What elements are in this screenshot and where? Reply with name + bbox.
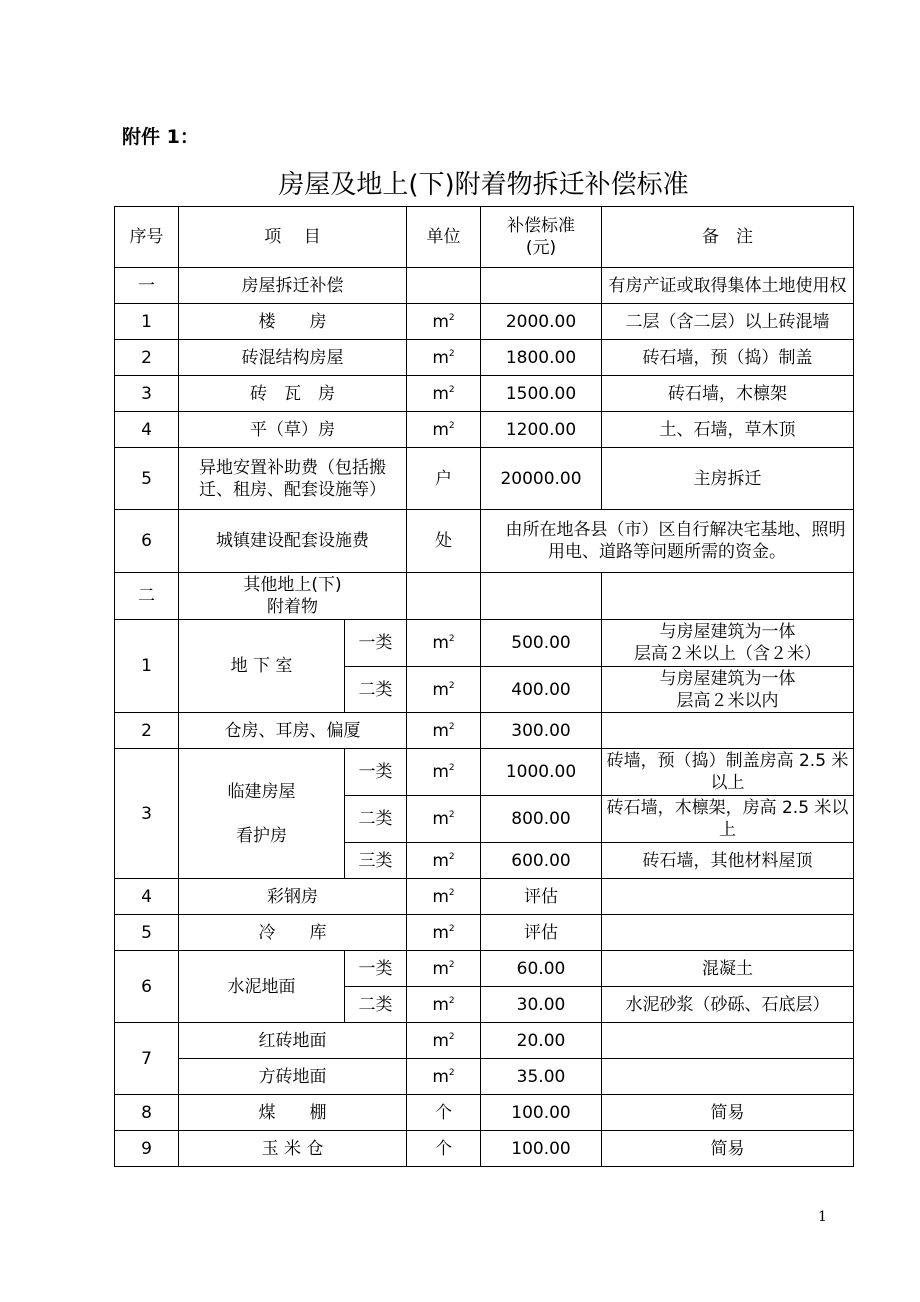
remark-line1: 与房屋建筑为一体: [659, 622, 796, 642]
remark-cell: 主房拆迁: [602, 448, 854, 510]
item-line1: 临建房屋: [227, 781, 296, 802]
item-line2: 看护房: [236, 825, 287, 846]
unit-cell: [407, 915, 481, 951]
remark-cell: [602, 915, 854, 951]
item-cell: [179, 448, 407, 510]
unit-text: m: [432, 720, 449, 741]
remark-cell: 砖石墙，预（捣）制盖: [602, 340, 854, 376]
header-standard-line2: (元): [525, 238, 557, 258]
unit-text: m: [432, 958, 449, 979]
item-cell: 平（草）房: [179, 412, 407, 448]
class-cell: 一类: [345, 749, 407, 796]
unit-superscript: 2: [448, 995, 455, 1006]
unit-text: m: [432, 633, 449, 653]
class-cell: 二类: [345, 667, 407, 713]
seq-cell: 8: [115, 1095, 179, 1131]
value-cell: 30.00: [481, 987, 602, 1023]
seq-cell: 6: [115, 951, 179, 1023]
value-cell: 35.00: [481, 1059, 602, 1095]
unit-text: m: [432, 383, 449, 404]
header-standard: [481, 207, 602, 268]
value-cell: 20.00: [481, 1023, 602, 1059]
table-row: [115, 1023, 854, 1059]
unit-text: m: [432, 922, 449, 943]
section-item-line1: 其他地上(下): [243, 575, 342, 595]
item-cell: 彩钢房: [179, 879, 407, 915]
table-row: [115, 915, 854, 951]
value-cell: 20000.00: [481, 448, 602, 510]
unit-superscript: 2: [448, 634, 455, 644]
value-cell: 1200.00: [481, 412, 602, 448]
remark-cell: [602, 620, 854, 667]
item-cell: 楼 房: [179, 304, 407, 340]
header-unit: 单位: [407, 207, 481, 268]
remark-line2: 层高２米以上（含２米）: [634, 644, 821, 664]
seq-cell: 5: [115, 448, 179, 510]
unit-text: m: [432, 994, 449, 1015]
unit-cell: [407, 951, 481, 987]
table-row: [115, 749, 854, 796]
class-cell: 一类: [345, 951, 407, 987]
seq-cell: 3: [115, 376, 179, 412]
table-header-row: [115, 207, 854, 268]
unit-cell: [407, 268, 481, 304]
remark-cell: 简易: [602, 1095, 854, 1131]
unit-cell: 处: [407, 510, 481, 573]
document-title: 房屋及地上(下)附着物拆迁补偿标准: [278, 170, 689, 200]
table-row: [115, 620, 854, 667]
table-row: [115, 304, 854, 340]
table-row: [115, 268, 854, 304]
seq-cell: 2: [115, 340, 179, 376]
unit-cell: [407, 667, 481, 713]
item-line1: 异地安置补助费（包括搬: [199, 457, 386, 478]
section-item-line2: 附着物: [267, 597, 318, 617]
unit-superscript: 2: [448, 420, 455, 431]
unit-superscript: 2: [448, 763, 455, 773]
unit-cell: 户: [407, 448, 481, 510]
table-row: [115, 573, 854, 620]
unit-cell: [407, 879, 481, 915]
table-row: [115, 713, 854, 749]
unit-superscript: 2: [448, 923, 455, 934]
item-cell: 煤 棚: [179, 1095, 407, 1131]
remark-line1: 与房屋建筑为一体: [659, 668, 796, 689]
table-row: [115, 1131, 854, 1167]
remark-cell: [481, 510, 854, 573]
unit-text: m: [432, 850, 449, 871]
unit-superscript: 2: [448, 851, 455, 862]
unit-superscript: 2: [448, 1031, 455, 1042]
table-row: [115, 340, 854, 376]
value-cell: 400.00: [481, 667, 602, 713]
table-row: [115, 1095, 854, 1131]
header-remark: 备 注: [602, 207, 854, 268]
remark-cell: [602, 796, 854, 843]
seq-cell: 2: [115, 713, 179, 749]
class-cell: 一类: [345, 620, 407, 667]
table-row: [115, 879, 854, 915]
unit-text: m: [432, 419, 449, 440]
unit-text: m: [432, 347, 449, 368]
remark-cell: 简易: [602, 1131, 854, 1167]
unit-cell: [407, 620, 481, 667]
remark-cell: 砖石墙，其他材料屋顶: [602, 843, 854, 879]
header-item: 项 目: [179, 207, 407, 268]
value-cell: 500.00: [481, 620, 602, 667]
header-seq: 序号: [115, 207, 179, 268]
value-cell: 800.00: [481, 796, 602, 843]
unit-cell: [407, 796, 481, 843]
value-cell: 评估: [481, 915, 602, 951]
compensation-table: [114, 206, 854, 1167]
unit-cell: [407, 304, 481, 340]
table-row: [115, 510, 854, 573]
remark-cell: 水泥砂浆（砂砾、石底层）: [602, 987, 854, 1023]
value-cell: 100.00: [481, 1095, 602, 1131]
value-cell: 1800.00: [481, 340, 602, 376]
unit-cell: [407, 412, 481, 448]
unit-cell: [407, 1023, 481, 1059]
item-cell: 玉 米 仓: [179, 1131, 407, 1167]
table-row: [115, 448, 854, 510]
value-cell: 60.00: [481, 951, 602, 987]
table-row: [115, 412, 854, 448]
value-cell: [481, 573, 602, 620]
seq-cell: 5: [115, 915, 179, 951]
value-cell: 1000.00: [481, 749, 602, 796]
unit-superscript: 2: [448, 312, 455, 323]
unit-superscript: 2: [448, 887, 455, 898]
seq-cell: 1: [115, 620, 179, 713]
remark-line1: 砖墙，预（捣）制盖房高 2.5 米: [606, 751, 849, 771]
remark-line2: 上: [719, 820, 736, 840]
remark-line2: 以上: [710, 773, 745, 793]
class-cell: 二类: [345, 796, 407, 843]
section-seq: 一: [115, 268, 179, 304]
unit-cell: 个: [407, 1131, 481, 1167]
remark-line1: 由所在地各县（市）区自行解决宅基地、照明: [488, 520, 846, 540]
remark-line2: 用电、道路等问题所需的资金。: [548, 542, 786, 562]
remark-cell: 土、石墙，草木顶: [602, 412, 854, 448]
remark-cell: 砖石墙，木檩架: [602, 376, 854, 412]
item-line2: 迁、租房、配套设施等）: [199, 479, 386, 500]
remark-line1: 砖石墙，木檩架，房高 2.5 米以: [606, 798, 849, 818]
remark-cell: [602, 1023, 854, 1059]
remark-cell: [602, 749, 854, 796]
remark-cell: [602, 573, 854, 620]
unit-cell: [407, 843, 481, 879]
unit-text: m: [432, 809, 449, 829]
unit-cell: [407, 340, 481, 376]
item-cell: 地 下 室: [179, 620, 345, 713]
unit-superscript: 2: [448, 384, 455, 395]
remark-cell: 有房产证或取得集体土地使用权: [602, 268, 854, 304]
unit-cell: [407, 573, 481, 620]
unit-text: m: [432, 886, 449, 907]
unit-cell: [407, 987, 481, 1023]
unit-cell: [407, 749, 481, 796]
value-cell: 600.00: [481, 843, 602, 879]
class-cell: 二类: [345, 987, 407, 1023]
seq-cell: 3: [115, 749, 179, 879]
unit-superscript: 2: [448, 959, 455, 970]
unit-text: m: [432, 762, 449, 782]
remark-cell: [602, 713, 854, 749]
table-row: [115, 376, 854, 412]
item-cell: [179, 749, 345, 879]
value-cell: [481, 268, 602, 304]
attachment-label: 附件 1：: [122, 126, 199, 148]
page-number: 1: [818, 1209, 827, 1225]
unit-superscript: 2: [448, 721, 455, 732]
remark-cell: 二层（含二层）以上砖混墙: [602, 304, 854, 340]
unit-cell: [407, 376, 481, 412]
table-row: [115, 1059, 854, 1095]
value-cell: 100.00: [481, 1131, 602, 1167]
item-cell: 砖 瓦 房: [179, 376, 407, 412]
unit-superscript: 2: [448, 348, 455, 359]
item-cell: 红砖地面: [179, 1023, 407, 1059]
item-cell: 冷 库: [179, 915, 407, 951]
seq-cell: 7: [115, 1023, 179, 1095]
seq-cell: 4: [115, 879, 179, 915]
section-item: [179, 573, 407, 620]
seq-cell: 1: [115, 304, 179, 340]
unit-cell: [407, 713, 481, 749]
item-cell: 方砖地面: [179, 1059, 407, 1095]
class-cell: 三类: [345, 843, 407, 879]
unit-superscript: 2: [448, 680, 455, 691]
item-cell: 城镇建设配套设施费: [179, 510, 407, 573]
value-cell: 评估: [481, 879, 602, 915]
value-cell: 2000.00: [481, 304, 602, 340]
section-seq: 二: [115, 573, 179, 620]
unit-text: m: [432, 311, 449, 332]
item-cell: 水泥地面: [179, 951, 345, 1023]
unit-superscript: 2: [448, 1067, 455, 1078]
remark-cell: [602, 879, 854, 915]
remark-cell: 混凝土: [602, 951, 854, 987]
unit-superscript: 2: [448, 810, 455, 820]
seq-cell: 4: [115, 412, 179, 448]
value-cell: 300.00: [481, 713, 602, 749]
remark-cell: [602, 667, 854, 713]
seq-cell: 6: [115, 510, 179, 573]
unit-cell: 个: [407, 1095, 481, 1131]
value-cell: 1500.00: [481, 376, 602, 412]
section-item: 房屋拆迁补偿: [179, 268, 407, 304]
remark-line2: 层高２米以内: [676, 690, 779, 711]
unit-text: m: [432, 1066, 449, 1087]
header-standard-line1: 补偿标准: [507, 216, 575, 236]
unit-text: m: [432, 679, 449, 700]
seq-cell: 9: [115, 1131, 179, 1167]
unit-cell: [407, 1059, 481, 1095]
table-row: [115, 951, 854, 987]
item-cell: 砖混结构房屋: [179, 340, 407, 376]
remark-cell: [602, 1059, 854, 1095]
item-cell: 仓房、耳房、偏厦: [179, 713, 407, 749]
unit-text: m: [432, 1030, 449, 1051]
